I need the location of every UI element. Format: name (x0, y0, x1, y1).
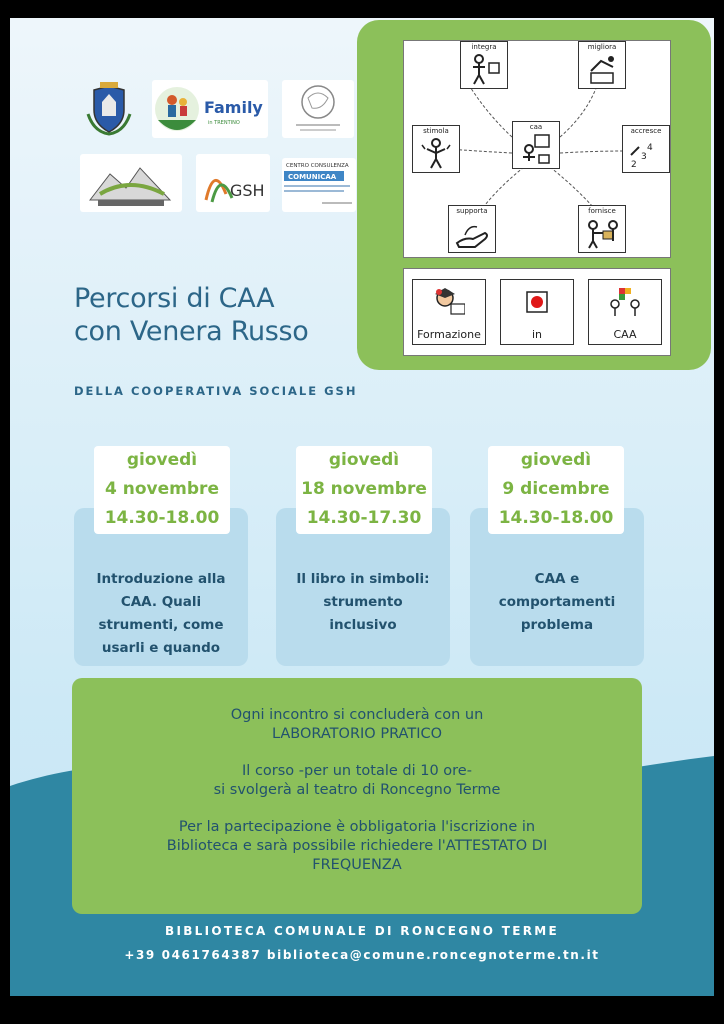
symbol-card-supporta (448, 205, 496, 253)
symbol-strip-card-caa (588, 279, 662, 345)
increase-numbers-icon (629, 137, 663, 169)
info-line: si svolgerà al teatro di Roncegno Terme (213, 782, 501, 798)
family-logo-subtext: in TRENTINO (208, 120, 240, 126)
session-time: 14.30-18.00 (498, 508, 614, 528)
comunicaa-top-text: CENTRO CONSULENZA (286, 163, 349, 169)
symbol-card-caa (512, 121, 560, 169)
page-title (74, 282, 309, 348)
caa-icon (609, 286, 641, 318)
in-icon (521, 286, 553, 318)
symbol-map (403, 40, 671, 258)
session-description: Il libro in simboli: strumento inclusivo (296, 571, 430, 633)
family-in-trentino-logo (152, 80, 268, 138)
session-date-1 (94, 446, 230, 534)
provide-icon (585, 217, 619, 249)
symbol-card-label: supporta (456, 207, 488, 215)
session-date: 18 novembre (301, 479, 427, 499)
svg-text:3: 3 (641, 152, 647, 162)
library-name: BIBLIOTECA COMUNALE DI RONCEGNO TERME (165, 924, 559, 938)
stimulate-icon (419, 137, 453, 169)
info-line: Ogni incontro si concluderà con un (230, 707, 484, 723)
info-line: Biblioteca e sarà possibile richiedere l'ATTESTATO DI (166, 838, 548, 854)
symbol-strip-label: CAA (613, 328, 637, 341)
symbol-card-accresce (622, 125, 670, 173)
session-day: giovedì (328, 450, 400, 470)
session-date: 9 dicembre (502, 479, 610, 499)
info-line: LABORATORIO PRATICO (271, 726, 443, 742)
svg-text:4: 4 (647, 143, 653, 153)
info-line: FREQUENZA (312, 857, 402, 873)
symbol-card-fornisce (578, 205, 626, 253)
session-description: Introduzione alla CAA. Quali strumenti, come usarli e quando (96, 571, 226, 656)
symbol-card-label: integra (471, 43, 497, 51)
caa-landscape-logo (80, 154, 182, 212)
subtitle: DELLA COOPERATIVA SOCIALE GSH (74, 384, 358, 398)
support-hand-icon (455, 217, 489, 249)
title-line-1: Percorsi di CAA (74, 283, 275, 314)
info-box (72, 678, 642, 914)
session-date: 4 novembre (105, 479, 219, 499)
info-line: Il corso -per un totale di 10 ore- (242, 763, 472, 779)
comunicaa-mid-text: COMUNICAA (288, 173, 337, 181)
symbol-card-label: migliora (587, 43, 617, 51)
symbol-card-label: accresce (630, 127, 662, 135)
symbol-card-label: fornisce (588, 207, 616, 215)
symbol-strip-label: in (531, 328, 543, 341)
family-logo-text: Family (204, 98, 263, 117)
training-icon (433, 286, 465, 318)
symbol-strip-card-in (500, 279, 574, 345)
library-emblem-logo (282, 80, 354, 138)
session-day: giovedì (520, 450, 592, 470)
symbol-strip (403, 268, 671, 356)
svg-text:2: 2 (631, 160, 637, 169)
symbol-card-integra (460, 41, 508, 89)
poster (10, 18, 714, 996)
session-description: CAA e comportamenti problema (498, 571, 616, 633)
session-date-2 (296, 446, 432, 534)
info-line: Per la partecipazione è obbligatoria l'iscrizione in (178, 819, 536, 835)
symbol-card-migliora (578, 41, 626, 89)
symbol-strip-card-formazione (412, 279, 486, 345)
person-book-icon (467, 53, 501, 85)
gsh-logo (196, 154, 270, 212)
symbol-card-label: stimola (423, 127, 449, 135)
session-date-3 (488, 446, 624, 534)
municipality-crest-logo (80, 80, 138, 138)
symbol-card-stimola (412, 125, 460, 173)
session-time: 14.30-18.00 (104, 508, 220, 528)
caa-communication-icon (519, 133, 553, 165)
contact-info[interactable]: +39 0461764387 biblioteca@comune.roncegnoterme.tn.it (124, 948, 600, 962)
growth-icon (585, 53, 619, 85)
session-time: 14.30-17.30 (306, 508, 422, 528)
session-day: giovedì (126, 450, 198, 470)
gsh-logo-text: GSH (230, 181, 265, 200)
symbol-strip-label: Formazione (417, 328, 481, 341)
symbol-card-label: caa (529, 123, 543, 131)
caa-symbol-board (357, 20, 711, 370)
comunicaa-logo (282, 158, 356, 212)
title-line-2: con Venera Russo (74, 316, 309, 347)
